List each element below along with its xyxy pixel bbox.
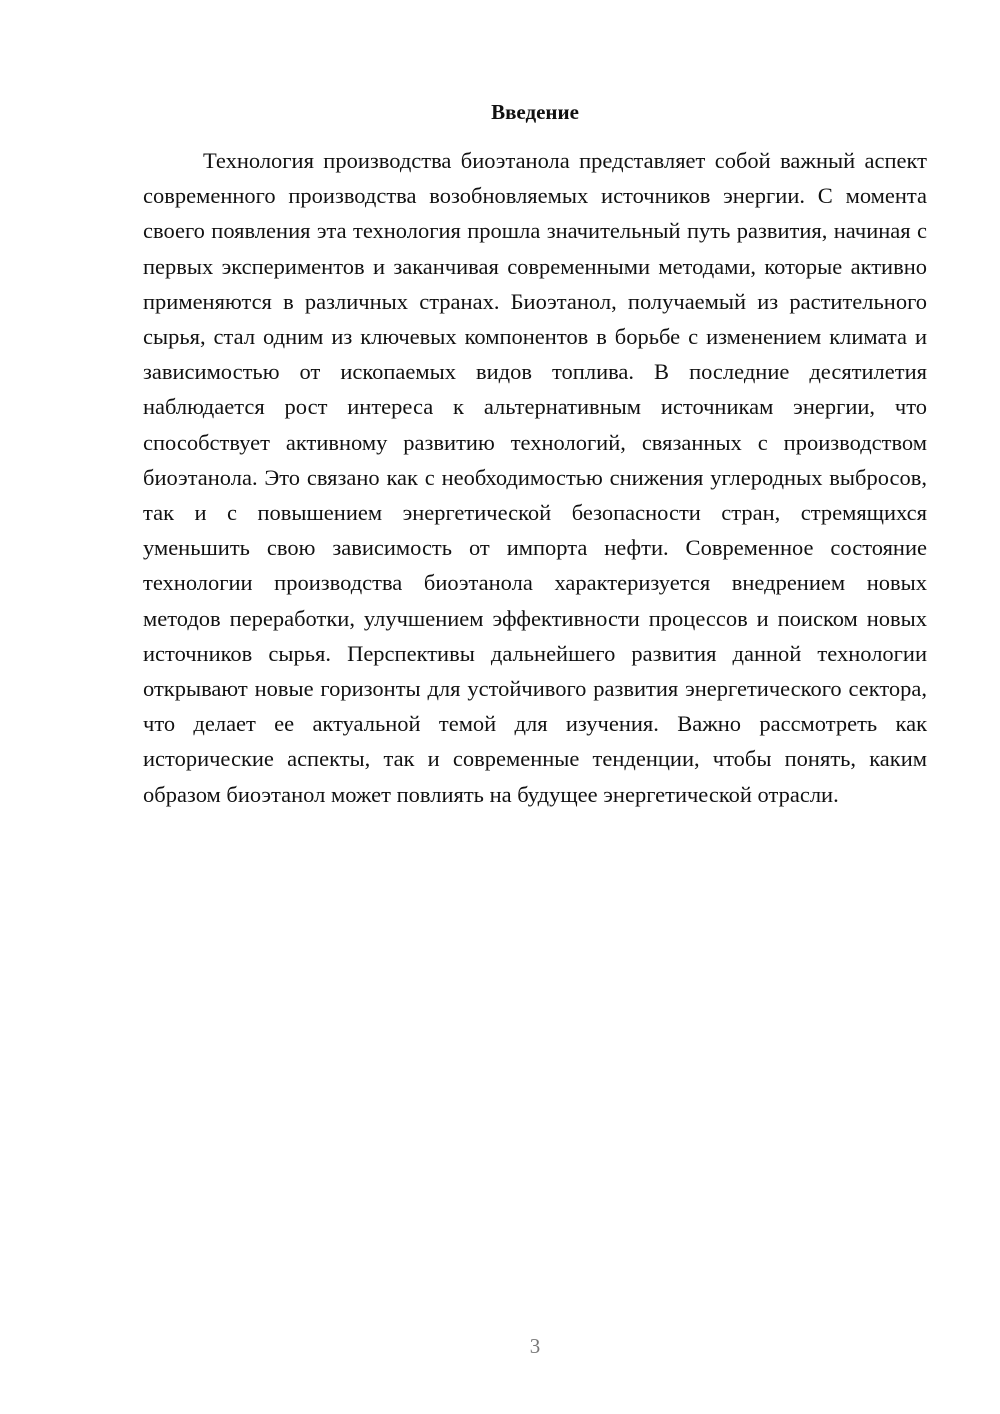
page-number: 3 (529, 1334, 541, 1358)
body-paragraph: Технология производства биоэтанола представляет собой важный аспект современного производства возобновляемых источников энергии. С момента своего появления эта технология прошла значительный путь развития, начиная с первых экспериментов и заканчивая современными методами, которые активно применяются в различных странах. Биоэтанол, получаемый из растительного сырья, стал одним из ключевых компонентов в борьбе с изменением климата и зависимостью от ископаемых видов топлива. В последние десятилетия наблюдается рост интереса к альтернативным источникам энергии, что способствует активному развитию технологий, связанных с производством биоэтанола. Это связано как с необходимостью снижения углеродных выбросов, так и с повышением энергетической безопасности стран, стремящихся уменьшить свою зависимость от импорта нефти. Современное состояние технологии производства биоэтанола характеризуется внедрением новых методов переработки, улучшением эффективности процессов и поиском новых источников сырья. Перспективы дальнейшего развития данной технологии открывают новые горизонты для устойчивого развития энергетического сектора, что делает ее актуальной темой для изучения. Важно рассмотреть как исторические аспекты, так и современные тенденции, чтобы понять, каким образом биоэтанол может повлиять на будущее энергетической отрасли. (143, 148, 927, 807)
section-heading: Введение (491, 100, 579, 124)
